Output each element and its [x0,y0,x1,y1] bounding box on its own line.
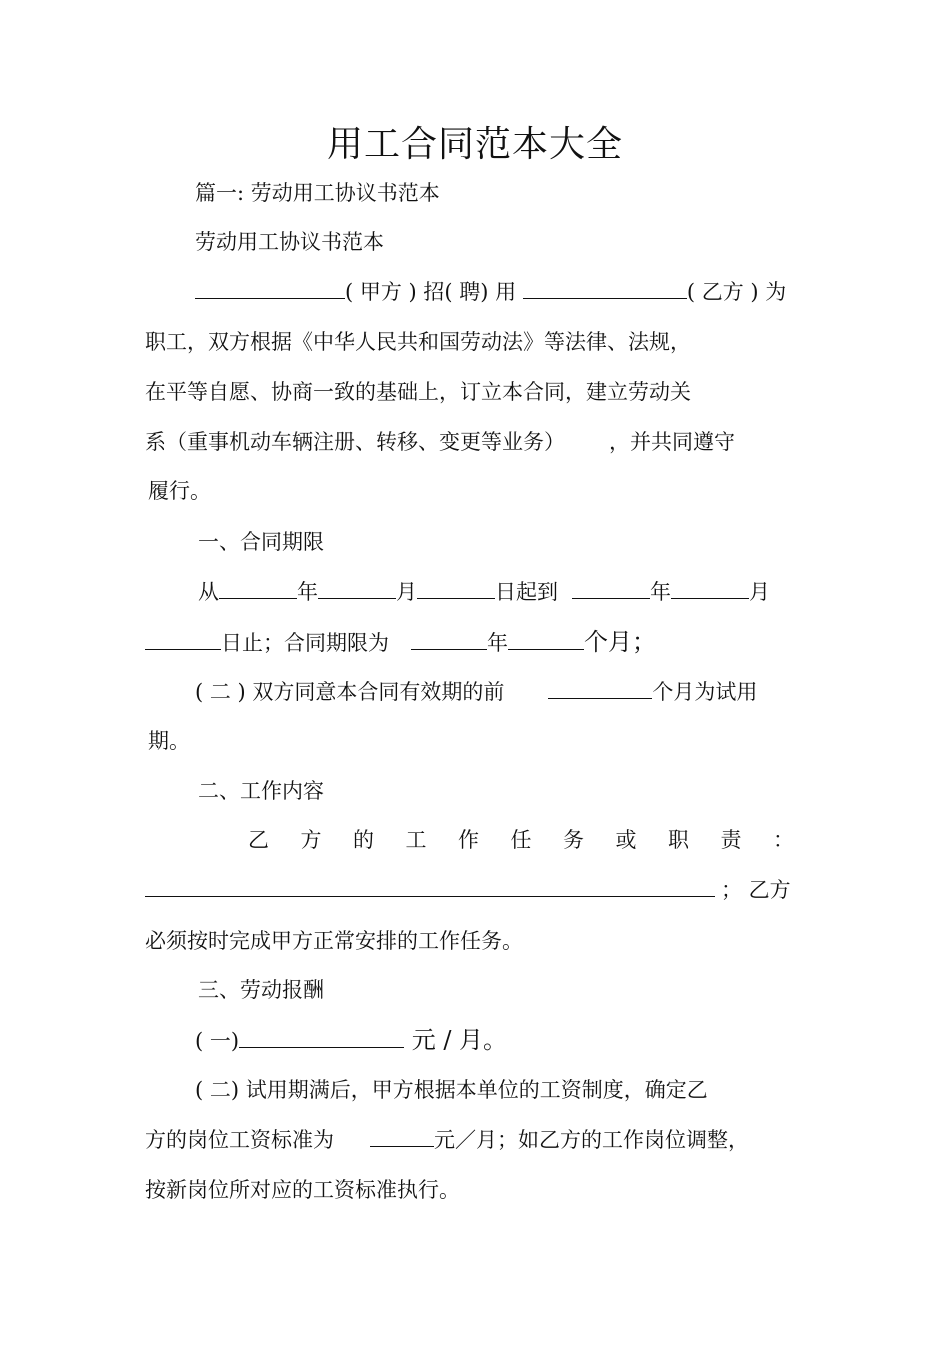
document-title: 用工合同范本大全 [326,124,623,165]
pay-item-2-line-2a: 方的岗位工资标准为 [145,1128,334,1152]
probation-clause: ( 二 ) 双方同意本合同有效期的前 [195,680,505,704]
post-wage-blank [370,1126,434,1147]
duty-char: 作 [458,828,479,852]
intro-line-5: 履行。 [148,479,211,503]
duty-char: ： [773,828,794,852]
duty-char: 或 [615,828,637,852]
duty-line [248,826,794,854]
term-months-label: 个月； [584,628,656,656]
probation-months-blank [548,678,652,699]
pay-item-2-line-3: 按新岗位所对应的工资标准执行。 [145,1178,460,1202]
pay-item-2-line-2b: 元／月；如乙方的工作岗位调整， [434,1128,749,1152]
start-year-blank [219,578,297,599]
month-label: 月 [396,580,417,604]
party-a-blank [195,278,345,299]
term-year-label: 年 [487,631,508,655]
intro-line-3: 在平等自愿、协商一致的基础上，订立本合同，建立劳动关 [145,380,691,404]
duty-char: 的 [353,828,374,852]
end-month-label: 月 [749,580,770,604]
monthly-pay-blank [239,1027,404,1048]
term-months-blank [508,629,584,650]
duty-char: 务 [563,828,584,852]
pay-item-1-label: ( 一) [195,1029,240,1053]
probation-line [195,678,757,706]
pay-item-2-line-2 [145,1126,749,1154]
duty-char: 任 [510,828,532,852]
section-2-heading: 二、工作内容 [198,779,324,803]
duty-char: 职 [668,828,689,852]
section-3-heading: 三、劳动报酬 [198,978,324,1002]
intro-line-4b: ，并共同遵守 [609,430,735,454]
chapter-heading: 篇一: 劳动用工协议书范本 [195,181,440,205]
end-year-label: 年 [650,580,671,604]
duty-blank-line [145,876,791,904]
intro-line-2: 职工，双方根据《中华人民共和国劳动法》等法律、法规， [145,330,691,354]
duty-char: 乙 [248,828,269,852]
pay-item-2-line-1: ( 二) 试用期满后，甲方根据本单位的工资制度，确定乙 [195,1078,708,1102]
term-line-2 [145,628,656,657]
party-b-blank [523,278,687,299]
term-line-1 [198,578,770,606]
party-b-text: ( 乙方 ) 为 [686,280,787,304]
pay-item-1-unit: 元 / 月。 [404,1026,508,1054]
end-day-blank [145,629,221,650]
pay-item-1 [195,1026,507,1055]
term-years-blank [411,629,487,650]
sub-heading: 劳动用工协议书范本 [195,230,384,254]
duty-blank [145,876,715,897]
start-month-blank [318,578,396,599]
intro-line-4 [145,428,735,456]
year-label: 年 [297,580,318,604]
section-1-heading: 一、合同期限 [198,530,324,554]
duty-char: 责 [720,828,742,852]
intro-line-4a: 系（重事机动车辆注册、转移、变更等业务） [145,430,565,454]
duty-char: 方 [300,828,322,852]
end-year-blank [572,578,650,599]
day-from-label: 日起到 [495,580,558,604]
day-to-label: 日止；合同期限为 [221,631,389,655]
duty-tail: ； 乙方 [721,878,791,902]
duty-line-3: 必须按时完成甲方正常安排的工作任务。 [145,929,523,953]
end-month-blank [671,578,749,599]
probation-tail: 个月为试用 [652,680,758,704]
intro-line-1 [195,278,786,306]
start-day-blank [417,578,495,599]
from-label: 从 [198,580,219,604]
party-a-text: ( 甲方 ) 招( 聘) 用 [345,280,517,304]
probation-end: 期。 [148,729,190,753]
duty-char: 工 [405,828,427,852]
